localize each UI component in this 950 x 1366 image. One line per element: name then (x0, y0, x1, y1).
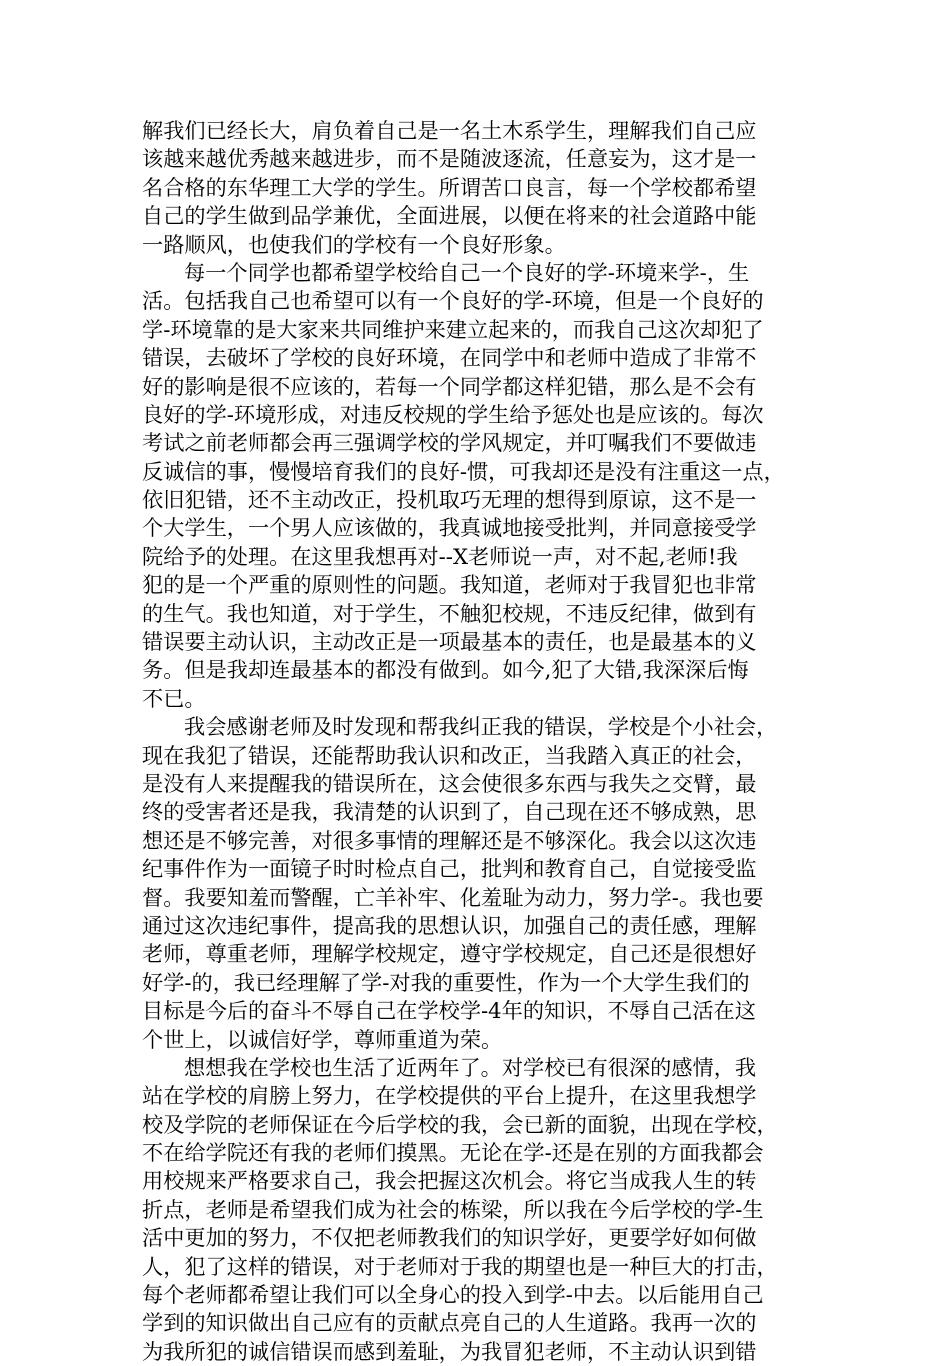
text-line: 解我们已经长大，肩负着自己是一名土木系学生，理解我们自己应 (142, 118, 757, 143)
text-line: 活中更加的努力，不仅把老师教我们的知识学好，更要学好如何做 (142, 1225, 757, 1251)
text-line: 错误，去破坏了学校的良好环境，在同学中和老师中造成了非常不 (142, 345, 757, 371)
text-line: 学-环境靠的是大家来共同维护来建立起来的，而我自己这次却犯了 (142, 316, 764, 342)
text-line: 名合格的东华理工大学的学生。所谓苦口良言，每一个学校都希望 (142, 174, 757, 200)
text-line: 老师，尊重老师，理解学校规定，遵守学校规定，自己还是很想好 (142, 941, 757, 967)
text-line: 不在给学院还有我的老师们摸黑。无论在学-还是在别的方面我都会 (142, 1140, 764, 1166)
text-line: 终的受害者还是我，我清楚的认识到了，自己现在还不够成熟，思 (142, 799, 757, 825)
text-line: 犯的是一个严重的原则性的问题。我知道，老师对于我冒犯也非常 (142, 572, 757, 598)
text-line: 是没有人来提醒我的错误所在，这会使很多东西与我失之交臂，最 (142, 770, 757, 796)
text-line: 现在我犯了错误，还能帮助我认识和改正，当我踏入真正的社会， (142, 742, 757, 768)
text-line: 个世上，以诚信好学，尊师重道为荣。 (142, 1026, 503, 1052)
text-line: 想还是不够完善，对很多事情的理解还是不够深化。我会以这次违 (142, 827, 757, 853)
text-line: 人，犯了这样的错误，对于老师对于我的期望也是一种巨大的打击， (142, 1253, 778, 1279)
text-line: 错误要主动认识，主动改正是一项最基本的责任，也是最基本的义 (142, 629, 757, 655)
text-line: 为我所犯的诚信错误而感到羞耻，为我冒犯老师，不主动认识到错 (142, 1338, 757, 1364)
text-line: 的生气。我也知道，对于学生，不触犯校规，不违反纪律，做到有 (142, 600, 757, 626)
paragraph-first-line: 每一个同学也都希望学校给自己一个良好的学-环境来学-，生 (184, 259, 750, 285)
text-line: 院给予的处理。在这里我想再对--X老师说一声，对不起,老师!我 (142, 543, 738, 569)
paragraph-first-line: 想想我在学校也生活了近两年了。对学校已有很深的感情，我 (184, 1054, 757, 1080)
text-line: 每个老师都希望让我们可以全身心的投入到学-中去。以后能用自己 (142, 1282, 764, 1308)
text-line: 自己的学生做到品学兼优，全面进展，以便在将来的社会道路中能 (142, 203, 757, 229)
paragraph-first-line: 我会感谢老师及时发现和帮我纠正我的错误，学校是个小社会， (184, 714, 778, 740)
text-line: 折点，老师是希望我们成为社会的栋梁，所以我在今后学校的学-生 (142, 1196, 764, 1222)
text-line: 学到的知识做出自己应有的贡献点亮自己的人生道路。我再一次的 (142, 1310, 757, 1336)
text-line: 依旧犯错，还不主动改正，投机取巧无理的想得到原谅，这不是一 (142, 487, 757, 513)
text-line: 良好的学-环境形成，对违反校规的学生给予惩处也是应该的。每次 (142, 401, 764, 427)
text-line: 反诚信的事，慢慢培育我们的良好-惯，可我却还是没有注重这一点， (142, 458, 785, 484)
text-line: 不已。 (142, 685, 206, 711)
text-line: 目标是今后的奋斗不辱自己在学校学-4年的知识，不辱自己活在这 (142, 998, 756, 1024)
text-line: 考试之前老师都会再三强调学校的学风规定，并叮嘱我们不要做违 (142, 430, 757, 456)
text-line: 务。但是我却连最基本的都没有做到。如今,犯了大错,我深深后悔 (142, 657, 749, 683)
text-line: 活。包括我自己也希望可以有一个良好的学-环境，但是一个良好的 (142, 288, 764, 314)
text-line: 好的影响是很不应该的，若每一个同学都这样犯错，那么是不会有 (142, 373, 757, 399)
text-line: 用校规来严格要求自己，我会把握这次机会。将它当成我人生的转 (142, 1168, 757, 1194)
text-line: 校及学院的老师保证在今后学校的我，会已新的面貌，出现在学校， (142, 1111, 778, 1137)
text-line: 站在学校的肩膀上努力，在学校提供的平台上提升，在这里我想学 (142, 1083, 757, 1109)
document-body (142, 117, 830, 1366)
text-line: 通过这次违纪事件，提高我的思想认识，加强自己的责任感，理解 (142, 912, 757, 938)
text-line: 督。我要知羞而警醒，亡羊补牢、化羞耻为动力，努力学-。我也要 (142, 884, 764, 910)
text-line: 纪事件作为一面镜子时时检点自己，批判和教育自己，自觉接受监 (142, 856, 757, 882)
text-line: 好学-的，我已经理解了学-对我的重要性，作为一个大学生我们的 (142, 969, 750, 995)
text-line: 一路顺风，也使我们的学校有一个良好形象。 (142, 231, 566, 257)
text-line: 个大学生，一个男人应该做的，我真诚地接受批判，并同意接受学 (142, 515, 757, 541)
text-line: 该越来越优秀越来越进步，而不是随波逐流，任意妄为，这才是一 (142, 146, 757, 172)
